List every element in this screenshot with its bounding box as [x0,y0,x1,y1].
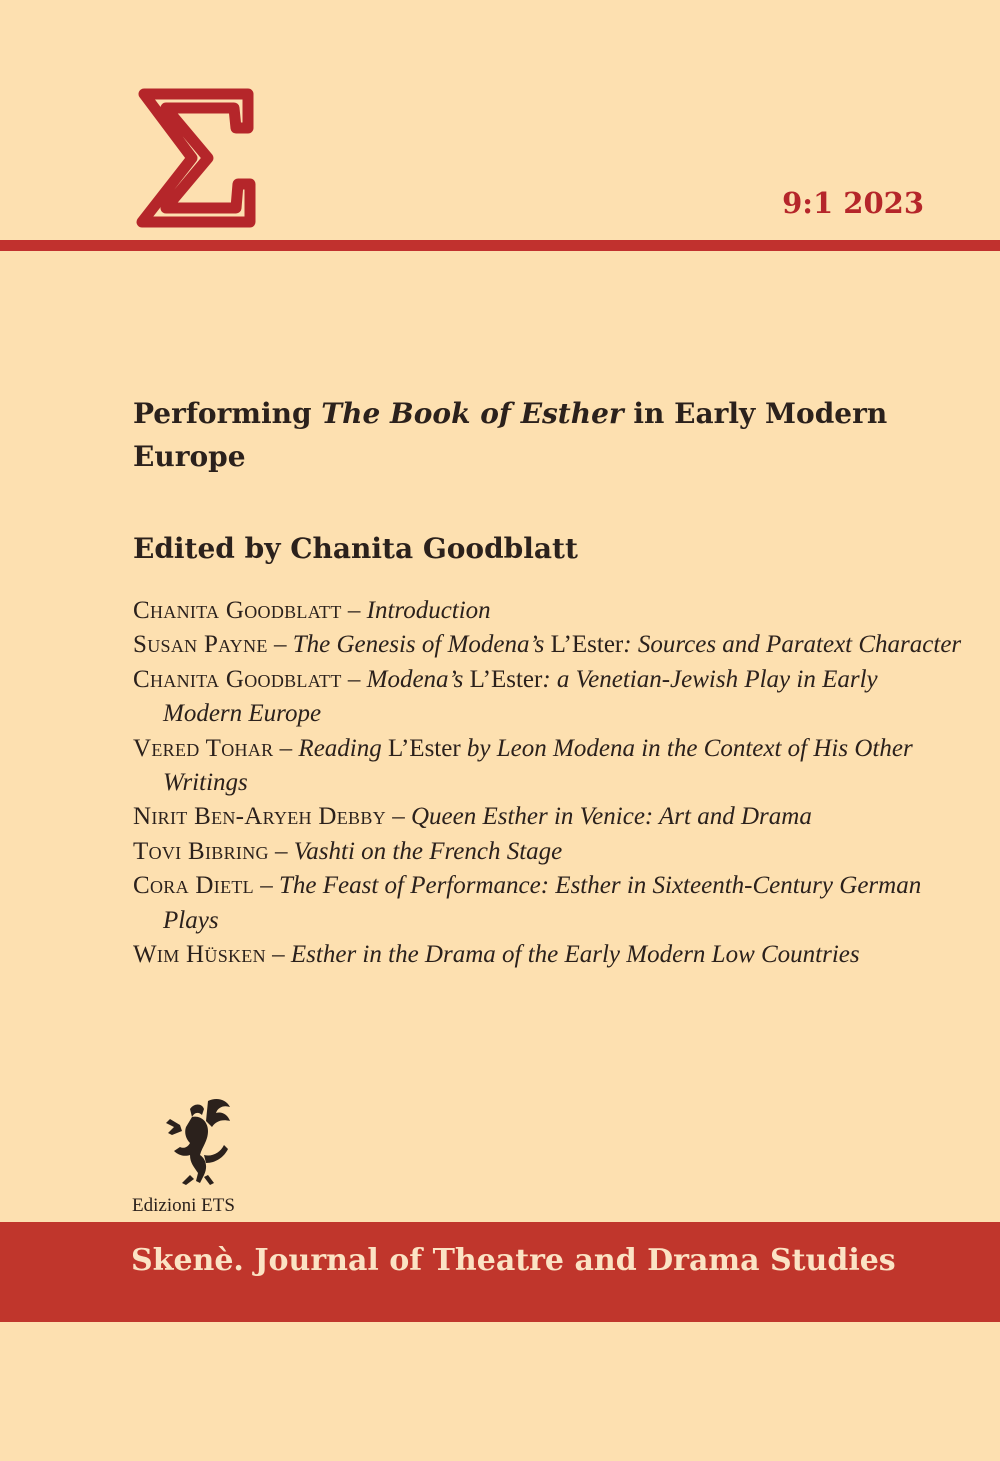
toc-entry [133,594,963,628]
toc-work-part: : a Venetian-Jewish Play in Early Modern Europe [163,665,878,728]
toc-author: Cora Dietl [133,872,254,900]
sigma-icon [136,84,256,232]
toc-separator: – [268,837,294,865]
toc-work-part: Queen Esther in Venice: Art and Drama [410,803,812,831]
toc-work [411,803,812,830]
toc-author: Susan Payne [133,631,268,659]
title-pre: Performing [133,397,322,430]
toc-entry [133,938,963,972]
table-of-contents [133,594,963,972]
griffin-icon [160,1095,236,1187]
toc-work [367,597,491,624]
toc-work-part: L’Ester [550,631,624,659]
toc-work-part: Modena’s [366,665,470,693]
toc-separator: – [265,941,291,969]
toc-entry [133,732,963,801]
toc-separator: – [267,631,293,659]
toc-separator: – [273,734,299,762]
toc-work-part: L’Ester [469,665,543,693]
toc-entry [133,663,963,732]
toc-work-part: Esther in the Drama of the Early Modern Low Countries [290,941,860,969]
issue-number: 9:1 2023 [782,186,924,220]
toc-entry [133,835,963,869]
volume-title [133,392,933,478]
toc-author: Vered Tohar [133,734,274,762]
toc-author: Wim Hüsken [133,941,266,969]
title-italic: The Book of Esther [321,397,624,430]
toc-work-part: The Feast of Performance: Esther in Sixteenth-Century German Plays [163,872,922,934]
toc-author: Chanita Goodblatt [133,665,342,693]
toc-separator: – [253,872,279,900]
toc-work-part: Vashti on the French Stage [293,837,563,865]
journal-title: Skenè. Journal of Theatre and Drama Studies [131,1243,896,1278]
toc-work [294,838,562,865]
toc-work-part: by Leon Modena in the Context of His Other Writings [163,734,913,797]
toc-work [293,631,961,658]
toc-work-part: : Sources and Paratext Character [623,631,962,659]
top-divider [0,240,1000,251]
toc-author: Tovi Bibring [133,837,269,865]
title-post: in Early Modern Europe [133,397,888,473]
editor-line: Edited by Chanita Goodblatt [133,532,578,565]
toc-separator: – [341,597,367,624]
toc-work-part: Introduction [366,597,491,624]
toc-entry [133,869,963,938]
publisher-name: Edizioni ETS [132,1195,235,1216]
toc-separator: – [341,665,367,693]
toc-work-part: L’Ester [388,734,461,762]
toc-work-part: Reading [298,734,388,762]
toc-entry [133,628,963,662]
toc-separator: – [385,803,411,831]
toc-author: Chanita Goodblatt [133,597,342,624]
toc-work-part: The Genesis of Modena’s [292,631,551,659]
toc-entry [133,800,963,834]
toc-work [291,941,860,968]
toc-author: Nirit Ben-Aryeh Debby [133,803,386,831]
